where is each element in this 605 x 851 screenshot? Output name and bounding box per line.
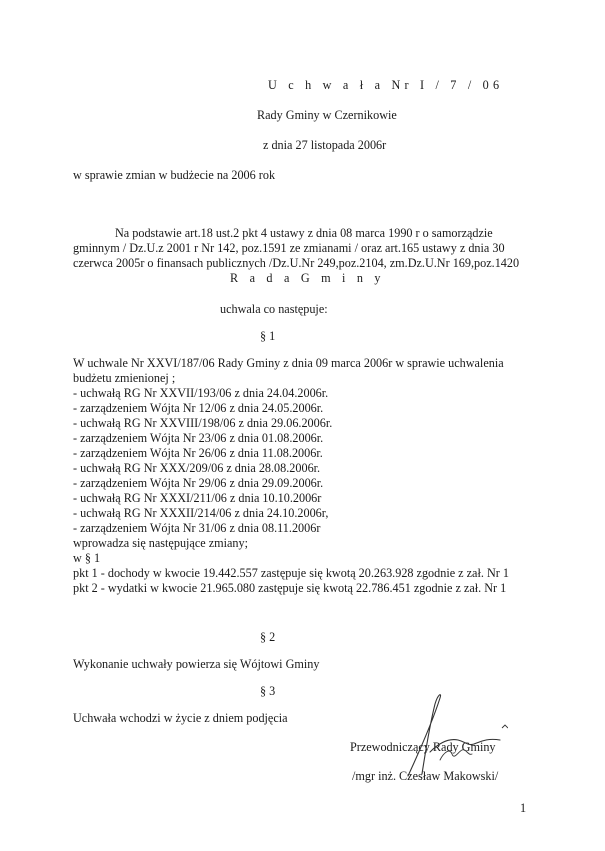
amendment-item: - uchwałą RG Nr XXVIII/198/06 z dnia 29.06.2006r. (73, 416, 333, 430)
amendment-item: - zarządzeniem Wójta Nr 23/06 z dnia 01.08.2006r. (73, 431, 324, 445)
budget-change-line: pkt 2 - wydatki w kwocie 21.965.080 zastępuje się kwotą 22.786.451 zgodnie z zał. Nr 1 (73, 581, 507, 595)
page-number: 1 (520, 801, 527, 815)
budget-change-line: pkt 1 - dochody w kwocie 19.442.557 zastępuje się kwotą 20.263.928 zgodnie z zał. Nr 1 (73, 566, 509, 580)
amendment-item: - zarządzeniem Wójta Nr 26/06 z dnia 11.08.2006r. (73, 446, 323, 460)
amendment-item: - uchwałą RG Nr XXVII/193/06 z dnia 24.04.2006r. (73, 386, 329, 400)
section-1-line: W uchwale Nr XXVI/187/06 Rady Gminy z dnia 09 marca 2006r w sprawie uchwalenia (73, 356, 504, 370)
handwritten-signature (378, 690, 508, 778)
legal-basis-line: czerwca 2005r o finansach publicznych /Dz.U.Nr 249,poz.2104, zm.Dz.U.Nr 169,poz.1420 (73, 256, 520, 270)
resolution-date: z dnia 27 listopada 2006r (263, 138, 387, 152)
section-3-symbol: § 3 (260, 684, 276, 698)
section-1-symbol: § 1 (260, 329, 276, 343)
resolves-clause: uchwala co następuje: (220, 302, 328, 316)
council-heading: R a d a G m i n y (230, 271, 385, 285)
legal-basis-line: gminnym / Dz.U.z 2001 r Nr 142, poz.1591 ze zmianami / oraz art.165 ustawy z dnia 30 (73, 241, 505, 255)
amendment-item: - zarządzeniem Wójta Nr 31/06 z dnia 08.11.2006r (73, 521, 321, 535)
section-2-symbol: § 2 (260, 630, 276, 644)
section-2-text: Wykonanie uchwały powierza się Wójtowi Gminy (73, 657, 320, 671)
resolution-title: U c h w a ł a Nr I / 7 / 06 (268, 78, 504, 92)
amendment-item: - zarządzeniem Wójta Nr 12/06 z dnia 24.05.2006r. (73, 401, 324, 415)
legal-basis-line: Na podstawie art.18 ust.2 pkt 4 ustawy z dnia 08 marca 1990 r o samorządzie (115, 226, 493, 240)
section-3-text: Uchwała wchodzi w życie z dniem podjęcia (73, 711, 288, 725)
section-1-line: budżetu zmienionej ; (73, 371, 176, 385)
issuing-body: Rady Gminy w Czernikowie (257, 108, 397, 122)
resolution-subject: w sprawie zmian w budżecie na 2006 rok (73, 168, 276, 182)
signatory-role: Przewodniczący Rady Gminy (350, 740, 496, 754)
signatory-name: /mgr inż. Czesław Makowski/ (352, 769, 499, 783)
amendment-item: - uchwałą RG Nr XXX/209/06 z dnia 28.08.2006r. (73, 461, 321, 475)
amendment-item: - uchwałą RG Nr XXXI/211/06 z dnia 10.10.2006r (73, 491, 322, 505)
amendment-item: - uchwałą RG Nr XXXII/214/06 z dnia 24.10.2006r, (73, 506, 329, 520)
amendment-item: - zarządzeniem Wójta Nr 29/06 z dnia 29.09.2006r. (73, 476, 324, 490)
section-1-line: w § 1 (73, 551, 101, 565)
section-1-line: wprowadza się następujące zmiany; (73, 536, 248, 550)
